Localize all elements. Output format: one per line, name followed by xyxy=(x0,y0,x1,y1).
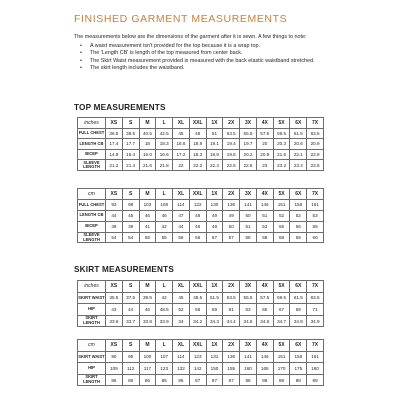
measurement-cell: 93 xyxy=(106,199,123,210)
measurement-cell: 33.9 xyxy=(156,315,173,327)
table-row xyxy=(78,221,324,232)
measurement-cell: 71 xyxy=(307,304,324,316)
size-header: 5X xyxy=(273,340,290,352)
size-header: XS xyxy=(106,340,123,352)
note-item: • The Skirt Waist measurement provided is measured with the back elastic waistband stretched. xyxy=(90,58,336,66)
measurement-cell: 132 xyxy=(173,363,190,375)
measurement-cell: 42 xyxy=(156,292,173,304)
size-header: S xyxy=(122,340,139,352)
measurement-cell: 53.5 xyxy=(223,292,240,304)
size-header: 1X xyxy=(206,189,223,200)
measurement-cell: 17.4 xyxy=(106,139,123,150)
measurement-cell: 123 xyxy=(189,351,206,363)
measurement-cell: 165 xyxy=(256,363,273,375)
measurement-cell: 170 xyxy=(273,363,290,375)
measurement-cell: 59 xyxy=(273,232,290,243)
measurement-cell: 34.7 xyxy=(273,315,290,327)
size-header: 5X xyxy=(273,189,290,200)
table-row xyxy=(78,292,324,304)
header-row xyxy=(78,189,324,200)
size-header: XS xyxy=(106,118,123,129)
measurement-cell: 90 xyxy=(106,351,123,363)
measurement-cell: 55 xyxy=(139,232,156,243)
measurement-cell: 20.9 xyxy=(256,149,273,160)
measurement-cell: 48.5 xyxy=(156,304,173,316)
measurement-cell: 86 xyxy=(139,374,156,386)
measurement-cell: 47 xyxy=(173,210,190,221)
row-label: SKIRT LENGTH xyxy=(78,374,106,386)
size-header: 1X xyxy=(206,118,223,129)
table-row xyxy=(78,232,324,243)
measurement-cell: 20.9 xyxy=(307,139,324,150)
measurement-cell: 23.2 xyxy=(273,160,290,171)
measurement-cell: 61 xyxy=(223,304,240,316)
measurement-cell: 123 xyxy=(156,363,173,375)
row-label: SKIRT WAIST xyxy=(78,292,106,304)
measurement-cell: 34.9 xyxy=(307,315,324,327)
measurement-cell: 87 xyxy=(189,374,206,386)
measurement-cell: 57 xyxy=(223,232,240,243)
size-header: 2X xyxy=(223,118,240,129)
measurement-cell: 161 xyxy=(307,199,324,210)
size-header: 3X xyxy=(240,281,257,293)
size-header: XS xyxy=(106,189,123,200)
measurement-cell: 46 xyxy=(156,210,173,221)
measurement-cell: 100 xyxy=(139,351,156,363)
size-header: XL xyxy=(173,281,190,293)
size-header: XXL xyxy=(189,189,206,200)
measurement-cell: 49 xyxy=(206,210,223,221)
measurement-cell: 52 xyxy=(173,304,190,316)
size-header: 6X xyxy=(290,189,307,200)
measurement-cell: 33.7 xyxy=(122,315,139,327)
measurement-cell: 103 xyxy=(139,199,156,210)
table-row xyxy=(78,199,324,210)
measurement-cell: 14.9 xyxy=(106,149,123,160)
size-header: L xyxy=(156,281,173,293)
size-header: 7X xyxy=(307,189,324,200)
size-header: 4X xyxy=(256,189,273,200)
measurement-cell: 22.6 xyxy=(223,160,240,171)
measurement-cell: 50 xyxy=(223,221,240,232)
measurement-cell: 53.5 xyxy=(223,128,240,139)
measurement-cell: 52 xyxy=(273,210,290,221)
measurement-cell: 59 xyxy=(290,232,307,243)
measurement-cell: 56 xyxy=(189,232,206,243)
measurement-cell: 63 xyxy=(240,304,257,316)
measurement-cell: 61.5 xyxy=(290,292,307,304)
measurement-cell: 69 xyxy=(290,304,307,316)
measurement-cell: 160 xyxy=(240,363,257,375)
measurement-cell: 33.6 xyxy=(106,315,123,327)
measurement-cell: 45 xyxy=(122,210,139,221)
table-row xyxy=(78,351,324,363)
skirt-cm-table xyxy=(77,339,324,386)
measurement-cell: 40.5 xyxy=(139,128,156,139)
measurement-cell: 131 xyxy=(206,351,223,363)
unit-label: cm xyxy=(78,340,106,352)
measurement-cell: 34.4 xyxy=(223,315,240,327)
measurement-cell: 19.6 xyxy=(223,149,240,160)
measurement-cell: 38.5 xyxy=(122,128,139,139)
intro-paragraph: The measurements below are the dimensions of the garment after it is sewn. A few things to note: xyxy=(74,34,307,40)
measurement-cell: 46 xyxy=(189,221,206,232)
measurement-cell: 155 xyxy=(223,363,240,375)
measurement-cell: 22.4 xyxy=(206,160,223,171)
size-header: 4X xyxy=(256,281,273,293)
row-label: SKIRT WAIST xyxy=(78,351,106,363)
measurement-cell: 86 xyxy=(173,374,190,386)
size-header: M xyxy=(139,340,156,352)
measurement-cell: 88 xyxy=(240,374,257,386)
measurement-cell: 19.1 xyxy=(206,139,223,150)
measurement-cell: 65 xyxy=(256,304,273,316)
measurement-cell: 18.6 xyxy=(173,139,190,150)
intro-notes xyxy=(74,34,336,73)
measurement-cell: 41 xyxy=(139,221,156,232)
measurement-cell: 51 xyxy=(240,221,257,232)
measurement-cell: 37.5 xyxy=(122,292,139,304)
measurement-cell: 22 xyxy=(173,160,190,171)
measurement-cell: 44 xyxy=(173,221,190,232)
measurement-cell: 63.5 xyxy=(307,128,324,139)
size-header: XXL xyxy=(189,340,206,352)
measurement-cell: 87 xyxy=(206,374,223,386)
measurement-cell: 88 xyxy=(290,374,307,386)
measurement-cell: 48 xyxy=(206,221,223,232)
table-row xyxy=(78,139,324,150)
measurement-cell: 89 xyxy=(307,374,324,386)
header-row xyxy=(78,118,324,129)
measurement-cell: 38 xyxy=(106,221,123,232)
size-header: 1X xyxy=(206,340,223,352)
unit-label: inches xyxy=(78,118,106,129)
measurement-cell: 146 xyxy=(256,199,273,210)
row-label: SLEEVE LENGTH xyxy=(78,232,106,243)
unit-label: cm xyxy=(78,189,106,200)
measurement-cell: 55 xyxy=(273,221,290,232)
measurement-cell: 112 xyxy=(122,363,139,375)
measurement-cell: 20.2 xyxy=(240,149,257,160)
size-header: 7X xyxy=(307,340,324,352)
measurement-cell: 39 xyxy=(122,221,139,232)
measurement-cell: 48.5 xyxy=(189,292,206,304)
size-header: XXL xyxy=(189,118,206,129)
size-header: 4X xyxy=(256,340,273,352)
measurement-cell: 151 xyxy=(273,351,290,363)
measurement-cell: 44 xyxy=(106,210,123,221)
measurement-cell: 19.4 xyxy=(223,139,240,150)
size-header: 2X xyxy=(223,340,240,352)
measurement-cell: 58 xyxy=(307,221,324,232)
table-row xyxy=(78,304,324,316)
measurement-cell: 34.6 xyxy=(256,315,273,327)
top-measurements-heading: TOP MEASUREMENTS xyxy=(74,103,166,112)
skirt-inches-table xyxy=(77,280,324,327)
size-header: L xyxy=(156,189,173,200)
note-item: • The 'Length CB' is length of the top measured from center back. xyxy=(90,50,336,58)
measurement-cell: 16.6 xyxy=(156,149,173,160)
measurement-cell: 57 xyxy=(206,232,223,243)
note-item: • A waist measurement isn't provided for the top because it is a wrap top. xyxy=(90,43,336,51)
row-label: BICEP xyxy=(78,221,106,232)
row-label: LENGTH CB xyxy=(78,210,106,221)
measurement-cell: 141 xyxy=(240,199,257,210)
measurement-cell: 45 xyxy=(173,292,190,304)
size-header: XL xyxy=(173,118,190,129)
measurement-cell: 18 xyxy=(139,139,156,150)
page-title: FINISHED GARMENT MEASUREMENTS xyxy=(74,13,288,25)
row-label: SLEEVE LENGTH xyxy=(78,160,106,171)
measurement-cell: 15.4 xyxy=(122,149,139,160)
measurement-cell: 51 xyxy=(256,210,273,221)
measurement-cell: 48 xyxy=(189,210,206,221)
measurement-cell: 20.3 xyxy=(273,139,290,150)
row-label: HIP xyxy=(78,363,106,375)
measurement-cell: 35.5 xyxy=(106,292,123,304)
measurement-cell: 56 xyxy=(189,304,206,316)
table-row xyxy=(78,363,324,375)
measurement-cell: 49 xyxy=(223,210,240,221)
measurement-cell: 55 xyxy=(156,232,173,243)
measurement-cell: 42.5 xyxy=(156,128,173,139)
measurement-cell: 114 xyxy=(173,351,190,363)
measurement-cell: 136 xyxy=(223,199,240,210)
measurement-cell: 141 xyxy=(240,351,257,363)
measurement-cell: 86 xyxy=(156,374,173,386)
measurement-cell: 22.1 xyxy=(290,149,307,160)
measurement-cell: 43 xyxy=(106,304,123,316)
size-header: XS xyxy=(106,281,123,293)
measurement-cell: 20.6 xyxy=(290,139,307,150)
measurement-cell: 67 xyxy=(273,304,290,316)
size-header: 6X xyxy=(290,118,307,129)
table-row xyxy=(78,128,324,139)
top-inches-table xyxy=(77,117,324,171)
measurement-cell: 87 xyxy=(223,374,240,386)
measurement-cell: 16.0 xyxy=(139,149,156,160)
measurement-cell: 57.5 xyxy=(256,128,273,139)
table-row xyxy=(78,315,324,327)
measurement-cell: 60 xyxy=(307,232,324,243)
table-row xyxy=(78,374,324,386)
measurement-cell: 59.5 xyxy=(273,292,290,304)
measurement-cell: 18.3 xyxy=(189,149,206,160)
size-header: M xyxy=(139,118,156,129)
top-cm-table xyxy=(77,188,324,243)
measurement-cell: 20 xyxy=(256,139,273,150)
measurement-cell: 34.2 xyxy=(189,315,206,327)
measurement-cell: 98 xyxy=(122,199,139,210)
measurement-cell: 46 xyxy=(139,210,156,221)
measurement-cell: 55.5 xyxy=(240,292,257,304)
measurement-cell: 19.7 xyxy=(240,139,257,150)
measurement-cell: 34.8 xyxy=(290,315,307,327)
size-header: 3X xyxy=(240,189,257,200)
measurement-cell: 136 xyxy=(223,351,240,363)
size-header: 3X xyxy=(240,340,257,352)
row-label: FULL CHEST xyxy=(78,199,106,210)
measurement-cell: 46 xyxy=(139,304,156,316)
measurement-cell: 21.4 xyxy=(122,160,139,171)
measurement-cell: 107 xyxy=(156,351,173,363)
measurement-cell: 56 xyxy=(173,232,190,243)
size-header: XL xyxy=(173,340,190,352)
measurement-cell: 34.3 xyxy=(206,315,223,327)
measurement-cell: 95 xyxy=(122,351,139,363)
measurement-cell: 56 xyxy=(290,221,307,232)
size-header: XXL xyxy=(189,281,206,293)
measurement-cell: 58 xyxy=(256,232,273,243)
measurement-cell: 23.4 xyxy=(290,160,307,171)
row-label: HIP xyxy=(78,304,106,316)
measurement-cell: 130 xyxy=(206,199,223,210)
table-row xyxy=(78,210,324,221)
measurement-cell: 34 xyxy=(173,315,190,327)
size-header: 2X xyxy=(223,281,240,293)
measurement-cell: 85 xyxy=(106,374,123,386)
size-header: L xyxy=(156,340,173,352)
measurement-cell: 36.5 xyxy=(106,128,123,139)
measurement-cell: 45 xyxy=(173,128,190,139)
size-header: M xyxy=(139,281,156,293)
measurement-cell: 18.9 xyxy=(206,149,223,160)
measurement-cell: 58 xyxy=(240,232,257,243)
measurement-cell: 18.9 xyxy=(189,139,206,150)
measurement-cell: 17.2 xyxy=(173,149,190,160)
header-row xyxy=(78,281,324,293)
skirt-measurements-heading: SKIRT MEASUREMENTS xyxy=(74,265,175,274)
size-header: 6X xyxy=(290,281,307,293)
size-header: S xyxy=(122,281,139,293)
measurement-cell: 53 xyxy=(307,210,324,221)
measurement-cell: 156 xyxy=(290,351,307,363)
measurement-cell: 180 xyxy=(307,363,324,375)
row-label: LENGTH CB xyxy=(78,139,106,150)
measurement-cell: 161 xyxy=(307,351,324,363)
measurement-cell: 175 xyxy=(290,363,307,375)
size-header: 5X xyxy=(273,281,290,293)
measurement-cell: 55.5 xyxy=(240,128,257,139)
measurement-cell: 86 xyxy=(122,374,139,386)
measurement-cell: 34.5 xyxy=(240,315,257,327)
measurement-cell: 42 xyxy=(156,221,173,232)
table-row xyxy=(78,160,324,171)
measurement-cell: 61.5 xyxy=(290,128,307,139)
measurement-cell: 51 xyxy=(206,128,223,139)
row-label: BICEP xyxy=(78,149,106,160)
measurement-cell: 108 xyxy=(156,199,173,210)
measurement-cell: 88 xyxy=(273,374,290,386)
measurement-cell: 57.5 xyxy=(256,292,273,304)
measurement-cell: 23.6 xyxy=(307,160,324,171)
measurement-cell: 22.8 xyxy=(307,149,324,160)
measurement-cell: 88 xyxy=(256,374,273,386)
measurement-cell: 54 xyxy=(106,232,123,243)
measurement-cell: 114 xyxy=(173,199,190,210)
measurement-cell: 54 xyxy=(122,232,139,243)
measurement-cell: 17.7 xyxy=(122,139,139,150)
size-header: XL xyxy=(173,189,190,200)
measurement-cell: 117 xyxy=(139,363,156,375)
size-header: 5X xyxy=(273,118,290,129)
size-header: L xyxy=(156,118,173,129)
unit-label: inches xyxy=(78,281,106,293)
measurement-cell: 146 xyxy=(256,351,273,363)
note-item: • The skirt length includes the waistband. xyxy=(90,65,336,73)
measurement-cell: 63.5 xyxy=(307,292,324,304)
measurement-cell: 109 xyxy=(106,363,123,375)
measurement-cell: 21.6 xyxy=(139,160,156,171)
measurement-cell: 44 xyxy=(122,304,139,316)
notes-list xyxy=(74,43,336,73)
measurement-cell: 23 xyxy=(256,160,273,171)
measurement-cell: 33.8 xyxy=(139,315,156,327)
measurement-cell: 156 xyxy=(290,199,307,210)
measurement-cell: 151 xyxy=(273,199,290,210)
measurement-cell: 18.3 xyxy=(156,139,173,150)
measurement-cell: 150 xyxy=(206,363,223,375)
measurement-cell: 52 xyxy=(290,210,307,221)
measurement-cell: 50 xyxy=(240,210,257,221)
measurement-cell: 122 xyxy=(189,199,206,210)
size-header: 2X xyxy=(223,189,240,200)
measurement-cell: 21.6 xyxy=(273,149,290,160)
size-header: 7X xyxy=(307,281,324,293)
measurement-cell: 39.5 xyxy=(139,292,156,304)
measurement-cell: 21.2 xyxy=(106,160,123,171)
measurement-cell: 142 xyxy=(189,363,206,375)
measurement-cell: 59.5 xyxy=(273,128,290,139)
measurement-cell: 21.8 xyxy=(156,160,173,171)
size-header: 3X xyxy=(240,118,257,129)
measurement-cell: 51.5 xyxy=(206,292,223,304)
row-label: FULL CHEST xyxy=(78,128,106,139)
size-header: 7X xyxy=(307,118,324,129)
measurement-cell: 22.8 xyxy=(240,160,257,171)
row-label: SKIRT LENGTH xyxy=(78,315,106,327)
measurement-cell: 48 xyxy=(189,128,206,139)
size-header: S xyxy=(122,118,139,129)
size-header: 6X xyxy=(290,340,307,352)
size-header: M xyxy=(139,189,156,200)
header-row xyxy=(78,340,324,352)
measurement-cell: 22.2 xyxy=(189,160,206,171)
size-header: 1X xyxy=(206,281,223,293)
measurement-cell: 59 xyxy=(206,304,223,316)
measurement-cell: 53 xyxy=(256,221,273,232)
table-row xyxy=(78,149,324,160)
size-header: 4X xyxy=(256,118,273,129)
size-header: S xyxy=(122,189,139,200)
